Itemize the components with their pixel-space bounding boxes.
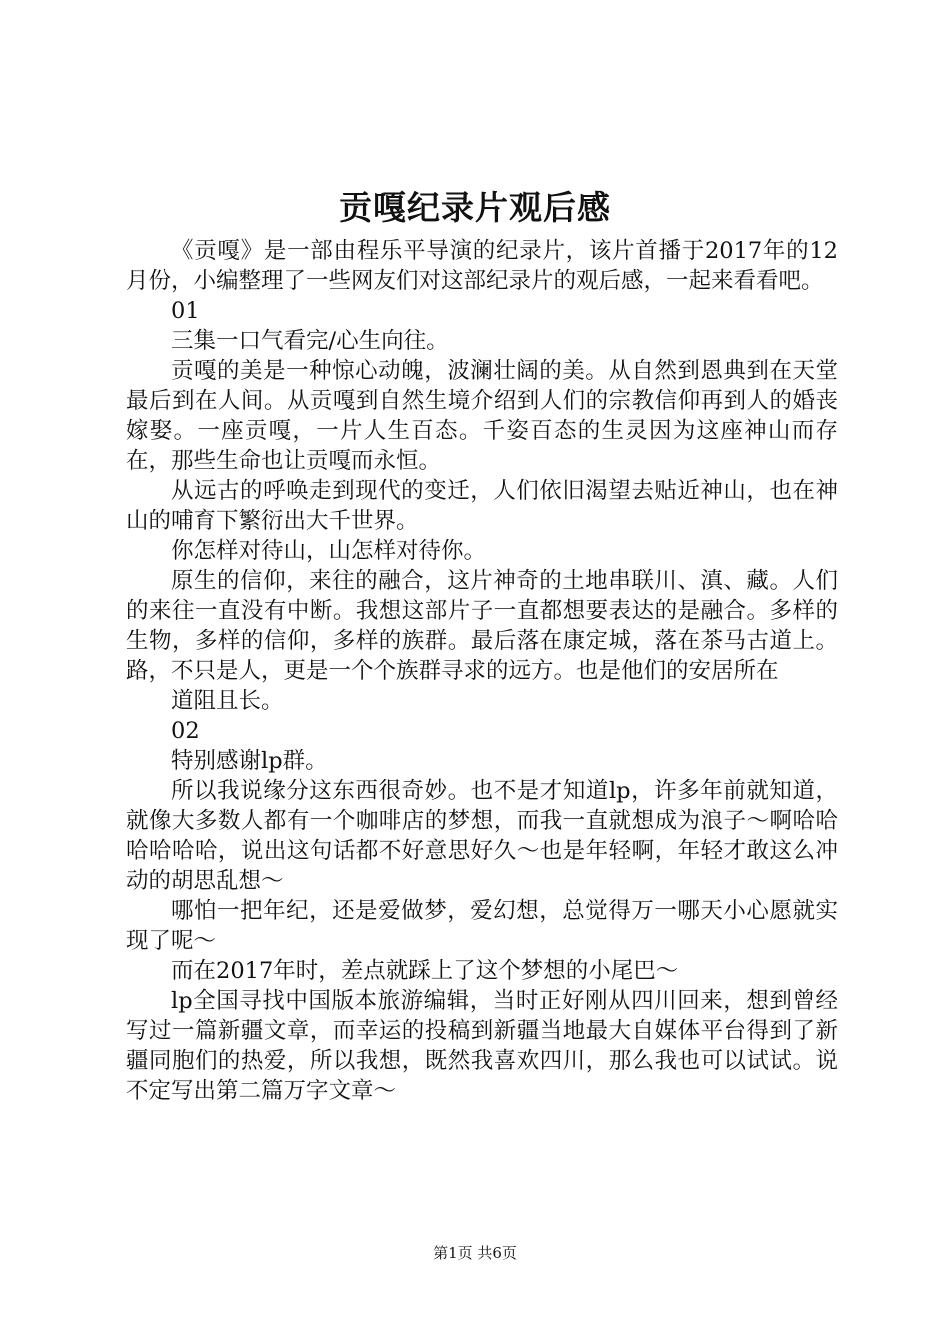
- paragraph: 哪怕一把年纪，还是爱做梦，爱幻想，总觉得万一哪天小心愿就实现了呢～: [126, 898, 838, 954]
- paragraph: 你怎样对待山，山怎样对待你。: [171, 538, 487, 564]
- paragraph: 01: [171, 298, 200, 324]
- paragraph: 02: [171, 718, 200, 744]
- paragraph: 《贡嘎》是一部由程乐平导演的纪录片，该片首播于2017年的12月份，小编整理了一些网友们对这部纪录片的观后感，一起来看看吧。: [126, 238, 838, 294]
- paragraph: 特别感谢lp群。: [171, 748, 328, 774]
- paragraph: 道阻且长。: [171, 688, 284, 714]
- paragraph: 贡嘎的美是一种惊心动魄，波澜壮阔的美。从自然到恩典到在天堂最后到在人间。从贡嘎到自然生境介绍到人们的宗教信仰再到人的婚丧嫁娶。一座贡嘎，一片人生百态。千姿百态的生灵因为这座神山而存在，那些生命也让贡嘎而永恒。: [126, 358, 838, 474]
- paragraph: 原生的信仰，来往的融合，这片神奇的土地串联川、滇、藏。人们的来往一直没有中断。我想这部片子一直都想要表达的是融合。多样的生物，多样的信仰，多样的族群。最后落在康定城，落在茶马古道上。路，不只是人，更是一个个族群寻求的远方。也是他们的安居所在: [126, 568, 838, 684]
- paragraph: 从远古的呼唤走到现代的变迁，人们依旧渴望去贴近神山，也在神山的哺育下繁衍出大千世界。: [126, 478, 838, 534]
- document-title: 贡嘎纪录片观后感: [339, 188, 611, 227]
- paragraph: 三集一口气看完/心生向往。: [171, 328, 449, 354]
- paragraph: lp全国寻找中国版本旅游编辑，当时正好刚从四川回来，想到曾经写过一篇新疆文章，而幸运的投稿到新疆当地最大自媒体平台得到了新疆同胞们的热爱，所以我想，既然我喜欢四川，那么我也可以试试。说不定写出第二篇万字文章～: [126, 988, 838, 1104]
- document-body: [126, 236, 838, 1106]
- page-footer: 第1页 共6页: [433, 1244, 517, 1262]
- paragraph: 所以我说缘分这东西很奇妙。也不是才知道lp，许多年前就知道，就像大多数人都有一个咖啡店的梦想，而我一直就想成为浪子～啊哈哈哈哈哈哈，说出这句话都不好意思好久～也是年轻啊，年轻才敢这么冲动的胡思乱想～: [126, 778, 838, 894]
- paragraph: 而在2017年时，差点就踩上了这个梦想的小尾巴～: [171, 958, 679, 984]
